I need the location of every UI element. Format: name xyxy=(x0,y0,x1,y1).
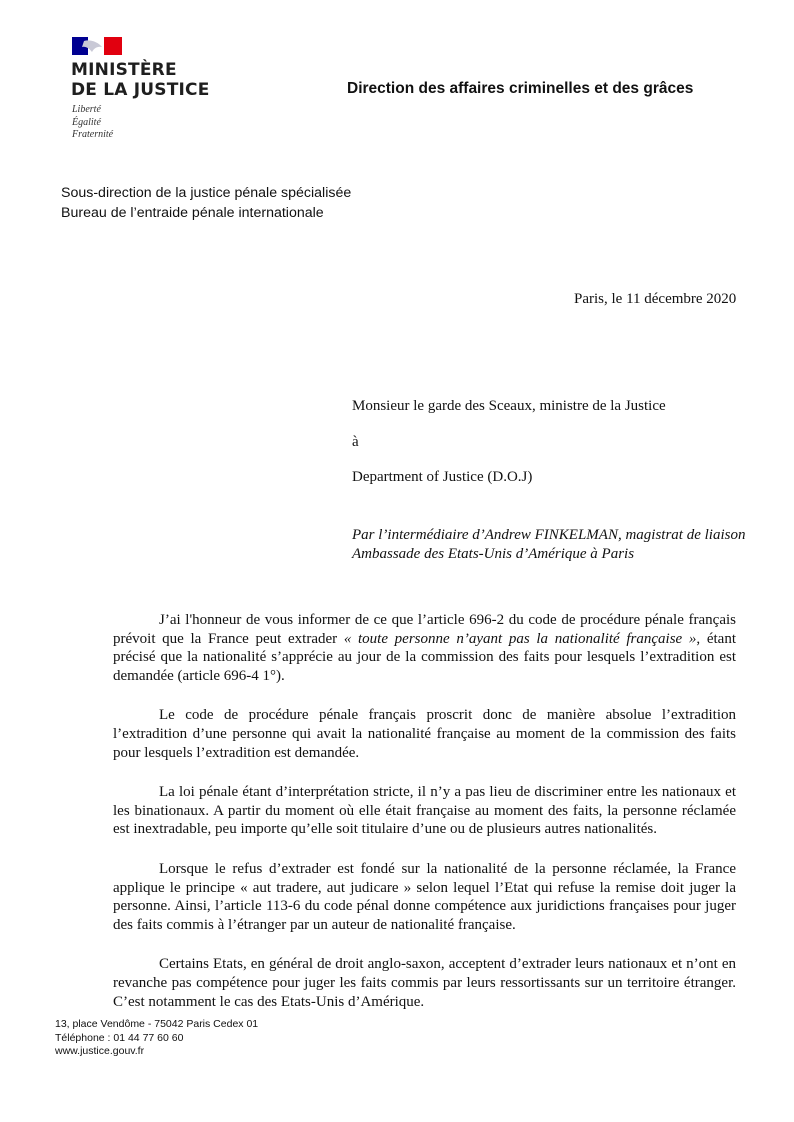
bureau-line: Bureau de l’entraide pénale internationale xyxy=(61,205,324,221)
subdirection-block xyxy=(61,183,351,223)
letter-body xyxy=(113,611,736,1032)
footer-phone: Téléphone : 01 44 77 60 60 xyxy=(55,1031,184,1044)
via-line2: Ambassade des Etats-Unis d’Amérique à Paris xyxy=(352,546,635,562)
ministry-name-line1: MINISTÈRE xyxy=(71,60,177,80)
paragraph-1-part1: J’ai l'honneur de vous informer de ce que l’article 696-2 du code de procédure pénale français prévoit que la France peut extrader xyxy=(113,612,736,647)
motto-liberte: Liberté xyxy=(72,104,101,115)
via-line1: Par l’intermédiaire d’Andrew FINKELMAN, magistrat de liaison xyxy=(352,527,746,543)
paragraph-1-part2: , étant précisé que la nationalité s’apprécie au jour de la commission des faits pour lesquels l’extradition est demandée (article 696-4 1°). xyxy=(113,630,736,684)
paragraph-3: La loi pénale étant d’interprétation stricte, il n’y a pas lieu de discriminer entre les nationaux et les binationaux. A partir du moment où elle était française au moment des faits, la personne réclamée est inextradable, peu importe qu’elle soit titulaire d’une ou de plusieurs autres nationalités. xyxy=(113,784,736,838)
paragraph-1 xyxy=(113,611,736,685)
paragraph-1-quote: « toute personne n’ayant pas la nationalité française » xyxy=(343,630,697,647)
motto-egalite: Égalité xyxy=(72,116,101,128)
to-word: à xyxy=(352,434,359,450)
via-block xyxy=(352,526,745,564)
sender-line: Monsieur le garde des Sceaux, ministre de la Justice xyxy=(352,398,666,414)
paragraph-4: Lorsque le refus d’extrader est fondé sur la nationalité de la personne réclamée, la France applique le principe « aut tradere, aut judicare » selon lequel l’Etat qui refuse la remise doit juger la personne. Ainsi, l’article 113-6 du code pénal donne compétence aux juridictions françaises pour juger des faits commis à l’étranger par un auteur de nationalité française. xyxy=(113,860,736,933)
ministry-name-line2: DE LA JUSTICE xyxy=(71,80,210,100)
footer-address: 13, place Vendôme - 75042 Paris Cedex 01 xyxy=(55,1018,259,1030)
letter-date: Paris, le 11 décembre 2020 xyxy=(574,291,737,307)
ministry-name xyxy=(71,60,210,100)
flag-red-band xyxy=(104,37,122,55)
paragraph-2: Le code de procédure pénale français proscrit donc de manière absolue l’extradition l’extradition d’une personne qui avait la nationalité française au moment de la commission des faits pour lesquels l’extradition est demandée. xyxy=(113,707,736,761)
marianne-flag-logo xyxy=(72,37,122,55)
subdirection-line: Sous-direction de la justice pénale spécialisée xyxy=(61,185,352,201)
footer-website[interactable]: www.justice.gouv.fr xyxy=(55,1045,145,1057)
motto-fraternite: Fraternité xyxy=(72,129,114,140)
paragraph-5: Certains Etats, en général de droit anglo-saxon, acceptent d’extrader leurs nationaux et n’ont en revanche pas compétence pour juger les faits commis par leurs ressortissants sur un territoire étranger. C’est notamment le cas des Etats-Unis d’Amérique. xyxy=(113,956,736,1010)
recipient-line: Department of Justice (D.O.J) xyxy=(352,469,533,485)
motto xyxy=(72,104,113,142)
footer-contact xyxy=(55,1018,258,1059)
direction-title: Direction des affaires criminelles et des grâces xyxy=(347,80,694,97)
